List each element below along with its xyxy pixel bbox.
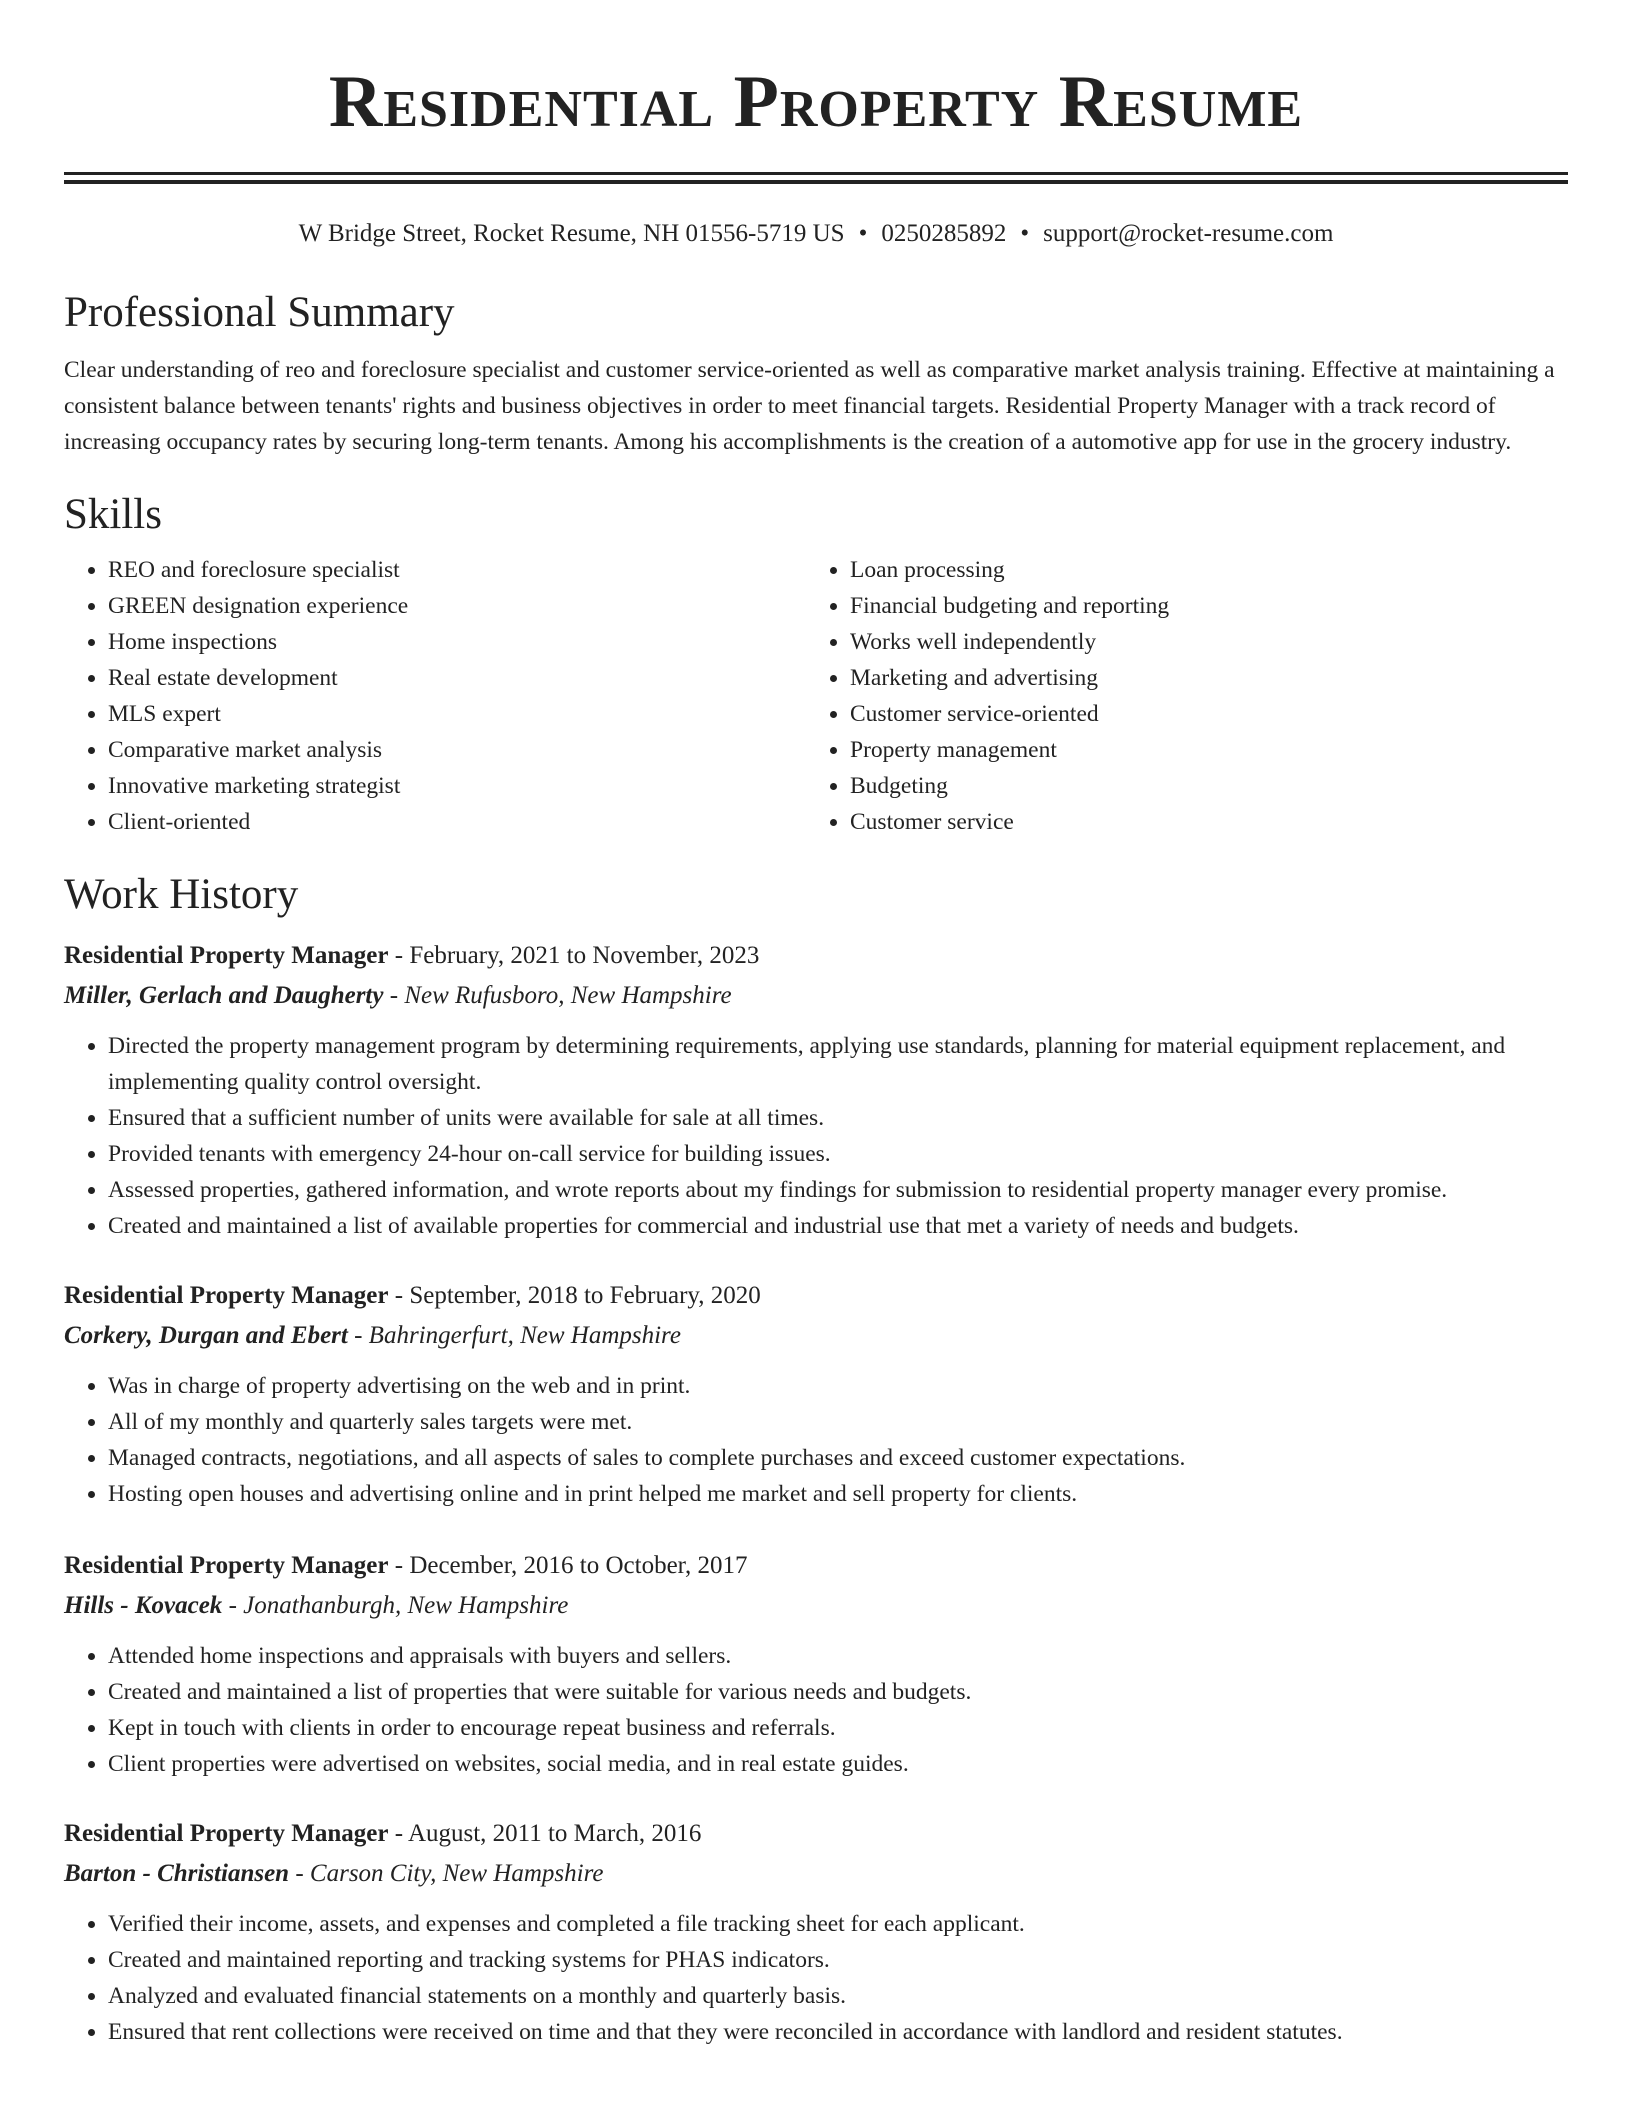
skill-item: • Real estate development <box>108 660 806 696</box>
skill-item: • Property management <box>850 732 1548 768</box>
job-dates: December, 2016 to October, 2017 <box>409 1552 748 1579</box>
job-company: Miller, Gerlach and Daugherty <box>64 982 384 1009</box>
job-bullet: • Created and maintained reporting and tracking systems for PHAS indicators. <box>108 1942 1568 1978</box>
skill-item: • Works well independently <box>850 624 1548 660</box>
resume-title: Residential Property Resume <box>328 61 1304 143</box>
skills-column-right <box>806 552 1548 840</box>
contact-separator: • <box>1020 220 1030 247</box>
job-bullet: • Directed the property management program by determining requirements, applying use standards, planning for material equipment replacement, and implementing quality control oversight. <box>108 1028 1568 1100</box>
contact-phone: 0250285892 <box>881 220 1007 247</box>
job-company-line <box>64 1854 1568 1894</box>
job-dash: - <box>347 1322 369 1349</box>
skill-item: • GREEN designation experience <box>108 588 806 624</box>
job-bullet: • Was in charge of property advertising on the web and in print. <box>108 1368 1568 1404</box>
skill-item: • Loan processing <box>850 552 1548 588</box>
job-dates: August, 2011 to March, 2016 <box>407 1820 702 1847</box>
job-dash: - <box>383 982 405 1009</box>
job-header <box>64 936 1568 976</box>
contact-separator: • <box>858 220 868 247</box>
job-location: Jonathanburgh, New Hampshire <box>243 1592 569 1619</box>
job-location: Carson City, New Hampshire <box>309 1860 604 1887</box>
job-bullets <box>64 1028 1568 1244</box>
skill-item: • Home inspections <box>108 624 806 660</box>
job-bullets <box>64 1906 1568 2050</box>
job-entry <box>64 1546 1568 1782</box>
job-dash: - <box>388 1282 410 1309</box>
skill-item: • Comparative market analysis <box>108 732 806 768</box>
skill-item: • Budgeting <box>850 768 1548 804</box>
skill-item: • REO and foreclosure specialist <box>108 552 806 588</box>
job-dash: - <box>289 1860 310 1887</box>
job-bullet: • Provided tenants with emergency 24-hour on-call service for building issues. <box>108 1136 1568 1172</box>
job-bullet: • Attended home inspections and appraisals with buyers and sellers. <box>108 1638 1568 1674</box>
contact-line <box>64 218 1568 250</box>
skill-item: • Client-oriented <box>108 804 806 840</box>
job-header <box>64 1546 1568 1586</box>
skills-column-left <box>64 552 806 840</box>
contact-email: support@rocket-resume.com <box>1043 220 1334 247</box>
section-heading-skills: Skills <box>64 491 162 538</box>
summary-text: Clear understanding of reo and foreclosure specialist and customer service-oriented as well as comparative market analysis training. Effective at maintaining a consistent balance between tenants' rights and business objectives in order to meet financial targets. Residential Property Manager with a track record of increasing occupancy rates by securing long-term tenants. Among his accomplishments is the creation of a automotive app for use in the grocery industry. <box>64 357 1555 455</box>
job-bullet: • Ensured that a sufficient number of units were available for sale at all times. <box>108 1100 1568 1136</box>
job-company: Corkery, Durgan and Ebert <box>64 1322 348 1349</box>
job-role: Residential Property Manager <box>64 942 389 969</box>
job-bullets <box>64 1368 1568 1512</box>
job-company: Barton - Christiansen <box>64 1860 290 1887</box>
job-bullet: • Analyzed and evaluated financial statements on a monthly and quarterly basis. <box>108 1978 1568 2014</box>
job-bullet: • Assessed properties, gathered information, and wrote reports about my findings for submission to residential property manager every promise. <box>108 1172 1568 1208</box>
skill-item: • MLS expert <box>108 696 806 732</box>
job-bullet: • All of my monthly and quarterly sales targets were met. <box>108 1404 1568 1440</box>
job-bullet: • Client properties were advertised on websites, social media, and in real estate guides. <box>108 1746 1568 1782</box>
job-bullet: • Managed contracts, negotiations, and all aspects of sales to complete purchases and exceed customer expectations. <box>108 1440 1568 1476</box>
job-company-line <box>64 1316 1568 1356</box>
job-bullet: • Hosting open houses and advertising online and in print helped me market and sell property for clients. <box>108 1476 1568 1512</box>
job-entry <box>64 1276 1568 1512</box>
job-role: Residential Property Manager <box>64 1282 389 1309</box>
job-bullet: • Ensured that rent collections were received on time and that they were reconciled in accordance with landlord and resident statutes. <box>108 2014 1568 2050</box>
job-location: New Rufusboro, New Hampshire <box>404 982 732 1009</box>
job-header <box>64 1814 1568 1854</box>
title-divider-top <box>64 172 1568 175</box>
job-company: Hills - Kovacek <box>64 1592 223 1619</box>
job-dash: - <box>388 1552 410 1579</box>
job-dash: - <box>388 1820 408 1847</box>
title-divider-bottom <box>64 180 1568 184</box>
job-company-line <box>64 976 1568 1016</box>
job-dates: September, 2018 to February, 2020 <box>409 1282 761 1309</box>
job-bullet: • Created and maintained a list of properties that were suitable for various needs and budgets. <box>108 1674 1568 1710</box>
contact-address: W Bridge Street, Rocket Resume, NH 01556-5719 US <box>298 220 845 247</box>
job-header <box>64 1276 1568 1316</box>
job-dash: - <box>222 1592 244 1619</box>
section-heading-summary: Professional Summary <box>64 289 455 336</box>
job-bullets <box>64 1638 1568 1782</box>
resume-page <box>64 0 1568 2050</box>
skill-item: • Customer service-oriented <box>850 696 1548 732</box>
skill-item: • Customer service <box>850 804 1548 840</box>
section-heading-work-history: Work History <box>64 871 299 918</box>
job-dash: - <box>388 942 410 969</box>
job-dates: February, 2021 to November, 2023 <box>409 942 760 969</box>
job-company-line <box>64 1586 1568 1626</box>
job-bullet: • Created and maintained a list of available properties for commercial and industrial use that met a variety of needs and budgets. <box>108 1208 1568 1244</box>
job-location: Bahringerfurt, New Hampshire <box>368 1322 681 1349</box>
skills-list <box>64 552 1568 840</box>
skill-item: • Financial budgeting and reporting <box>850 588 1548 624</box>
skill-item: • Marketing and advertising <box>850 660 1548 696</box>
job-bullet: • Verified their income, assets, and expenses and completed a file tracking sheet for each applicant. <box>108 1906 1568 1942</box>
job-role: Residential Property Manager <box>64 1820 389 1847</box>
job-entry <box>64 936 1568 1244</box>
skill-item: • Innovative marketing strategist <box>108 768 806 804</box>
job-bullet: • Kept in touch with clients in order to encourage repeat business and referrals. <box>108 1710 1568 1746</box>
job-entry <box>64 1814 1568 2050</box>
job-role: Residential Property Manager <box>64 1552 389 1579</box>
